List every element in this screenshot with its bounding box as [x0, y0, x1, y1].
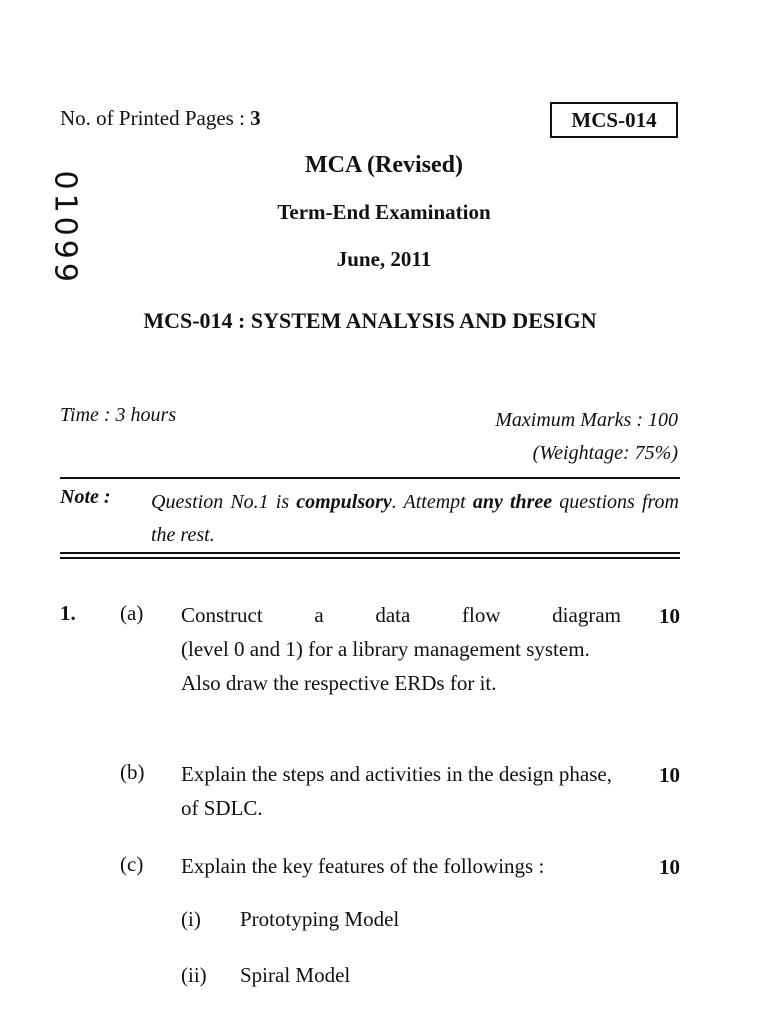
part-text-a-rest: (level 0 and 1) for a library management system. Also draw the respective ERDs for it.: [181, 637, 590, 695]
subitem-label-i: (i): [181, 907, 201, 931]
marks-block: [380, 404, 678, 470]
programme-title: MCA (Revised): [305, 152, 463, 178]
note-bold-1: compulsory: [296, 491, 392, 513]
exam-title: Term-End Examination: [277, 200, 491, 224]
divider-top: [60, 477, 680, 479]
part-label-a: (a): [120, 601, 144, 625]
note-text: [151, 486, 679, 552]
printed-pages-line: [60, 106, 261, 131]
part-text-a-line1: Construct a data flow diagram: [181, 603, 621, 627]
part-text-a: [181, 598, 621, 700]
subitem-text-i: Prototyping Model: [240, 907, 400, 931]
subitem-text-ii: Spiral Model: [240, 963, 351, 987]
note-text-2: . Attempt: [391, 491, 473, 513]
divider-bottom-double: [60, 557, 680, 559]
weightage: (Weightage: 75%): [532, 442, 678, 464]
note-text-3: questions from the rest.: [151, 491, 679, 546]
printed-pages-value: 3: [250, 106, 261, 130]
part-text-b: Explain the steps and activities in the design phase, of SDLC.: [181, 762, 612, 820]
divider-bottom: [60, 552, 680, 554]
note-text-1: Question No.1 is: [151, 491, 297, 513]
exam-time: Time : 3 hours: [60, 404, 177, 426]
paper-code-box: MCS-014: [550, 102, 678, 138]
note-bold-2: any three: [472, 491, 553, 513]
part-text-c: Explain the key features of the followings :: [181, 854, 545, 878]
course-title: MCS-014 : SYSTEM ANALYSIS AND DESIGN: [143, 308, 597, 333]
subitem-label-ii: (ii): [181, 963, 207, 987]
maximum-marks: Maximum Marks : 100: [495, 409, 678, 431]
part-label-c: (c): [120, 852, 144, 876]
part-marks-b: 10: [659, 763, 680, 787]
note-label: Note :: [60, 486, 111, 508]
printed-pages-label: No. of Printed Pages :: [60, 106, 251, 130]
part-marks-a: 10: [659, 604, 680, 628]
part-marks-c: 10: [659, 855, 680, 879]
serial-number: 01099: [47, 170, 83, 286]
part-label-b: (b): [120, 760, 145, 784]
question-number: 1.: [60, 601, 76, 625]
session-title: June, 2011: [336, 247, 432, 271]
